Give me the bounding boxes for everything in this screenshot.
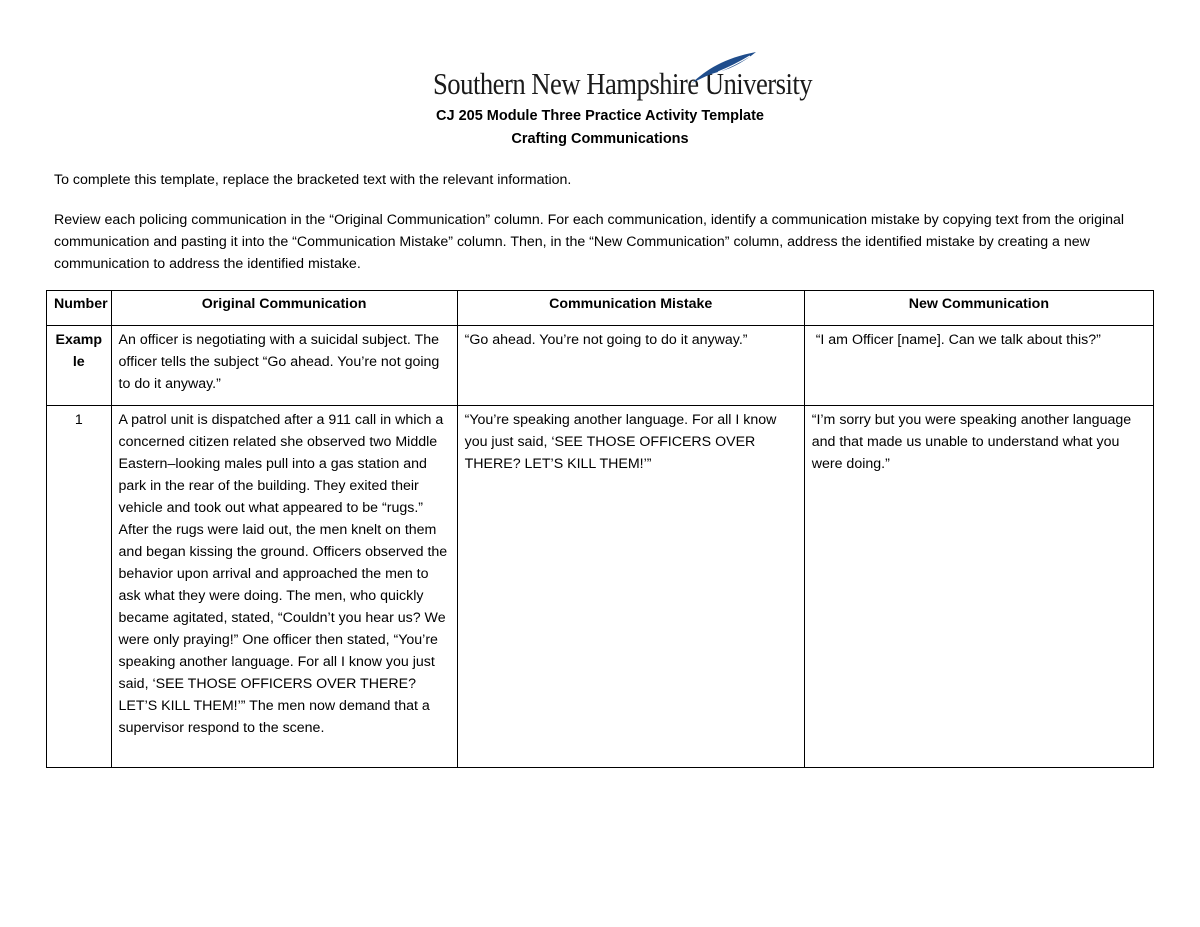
original-communication-cell[interactable]: An officer is negotiating with a suicidal subject. The officer tells the subject “Go ahead. You’re not going to do it anyway.”	[111, 326, 457, 406]
header-communication-mistake: Communication Mistake	[457, 291, 804, 326]
header-new-communication: New Communication	[804, 291, 1153, 326]
new-communication-cell[interactable]: “I’m sorry but you were speaking another language and that made us unable to understand what you were doing.”	[804, 406, 1153, 768]
logo-text: Southern New Hampshire University	[433, 66, 813, 101]
header-number: Number	[47, 291, 112, 326]
communication-table	[46, 290, 1154, 768]
communication-mistake-cell[interactable]: “Go ahead. You’re not going to do it anyway.”	[457, 326, 804, 406]
new-communication-cell[interactable]: “I am Officer [name]. Can we talk about this?”	[804, 326, 1153, 406]
instruction-line-2: Review each policing communication in the “Original Communication” column. For each communication, identify a communication mistake by copying text from the original communication and pasting it into the “Communication Mistake” column. Then, in the “New Communication” column, address the identified mistake by creating a new communication to address the identified mistake.	[54, 212, 1125, 272]
header-original-communication: Original Communication	[111, 291, 457, 326]
instruction-line-1: To complete this template, replace the bracketed text with the relevant information.	[54, 172, 572, 188]
document-subtitle: Crafting Communications	[511, 131, 689, 147]
original-communication-cell[interactable]: A patrol unit is dispatched after a 911 call in which a concerned citizen related she observed two Middle Eastern–looking males pull into a gas station and park in the rear of the building. They exited their vehicle and took out what appeared to be “rugs.” After the rugs were laid out, the men knelt on them and began kissing the ground. Officers observed the behavior upon arrival and approached the men to ask what they were doing. The men, who quickly became agitated, stated, “Couldn’t you hear us? We were only praying!” One officer then stated, “You’re speaking another language. For all I know you just said, ‘SEE THOSE OFFICERS OVER THERE? LET’S KILL THEM!’” The men now demand that a supervisor respond to the scene.	[111, 406, 457, 768]
feather-icon	[688, 50, 758, 84]
communication-mistake-cell[interactable]: “You’re speaking another language. For all I know you just said, ‘SEE THOSE OFFICERS OVER THERE? LET’S KILL THEM!’”	[457, 406, 804, 768]
document-title: CJ 205 Module Three Practice Activity Template	[436, 108, 764, 124]
table-header-row	[47, 291, 1154, 326]
table-row	[47, 326, 1154, 406]
table-row	[47, 406, 1154, 768]
row-number: Example	[47, 326, 112, 406]
row-number: 1	[47, 406, 112, 768]
university-logo	[433, 50, 813, 106]
